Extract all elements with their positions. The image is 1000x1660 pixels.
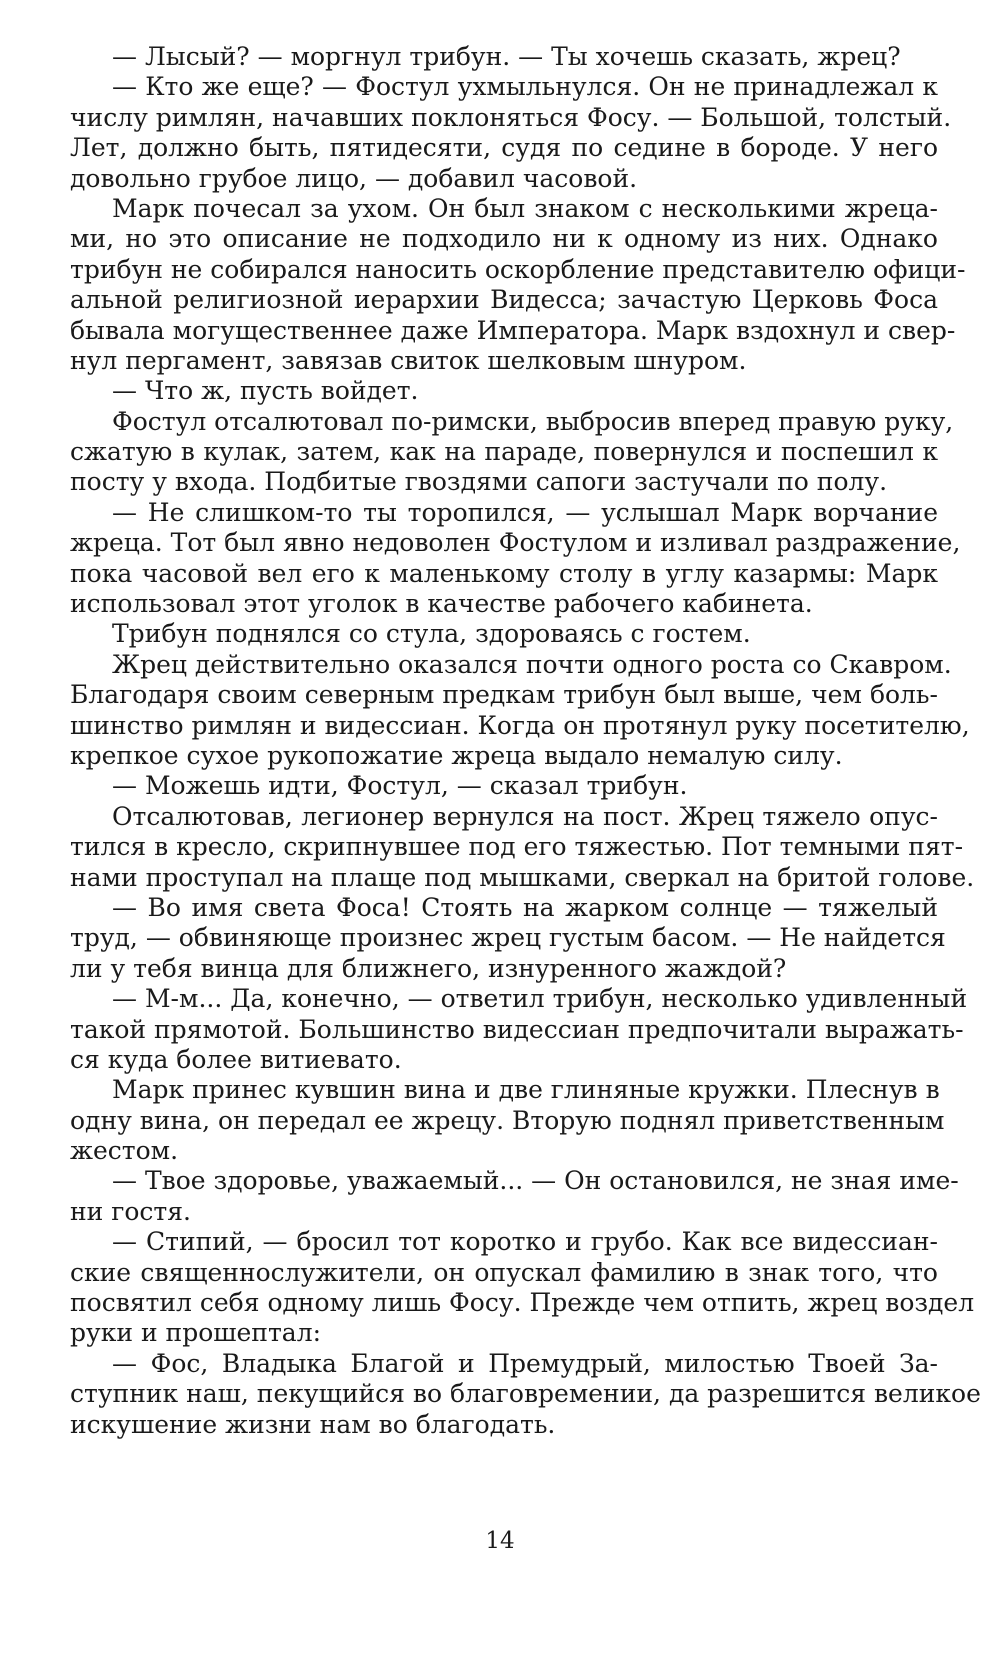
text-line: — Что ж, пусть войдет. <box>112 376 419 406</box>
paragraph <box>70 1075 945 1166</box>
text-line: ские священнослужители, он опускал фамилию в знак того, что <box>70 1257 938 1287</box>
text-line: жестом. <box>70 1136 179 1166</box>
text-line: Благодаря своим северным предкам трибун был выше, чем боль- <box>70 680 938 710</box>
text-line: посвятил себя одному лишь Фосу. Прежде чем отпить, жрец воздел <box>70 1288 975 1318</box>
text-line: руки и прошептал: <box>70 1318 322 1348</box>
text-line: искушение жизни нам во благодать. <box>70 1409 556 1439</box>
text-line: посту у входа. Подбитые гвоздями сапоги застучали по полу. <box>70 467 888 497</box>
paragraph <box>70 1348 981 1440</box>
paragraph <box>70 42 938 72</box>
text-line: — Во имя света Фоса! Стоять на жарком солнце — тяжелый <box>112 892 938 922</box>
text-line: бывала могущественнее даже Императора. Марк вздохнул и свер- <box>70 315 956 345</box>
text-line: довольно грубое лицо, — добавил часовой. <box>70 163 638 193</box>
text-line: трибун не собирался наносить оскорбление представителю офици- <box>70 254 966 284</box>
text-line: числу римлян, начавших поклоняться Фосу. — Большой, толстый. <box>70 102 952 132</box>
paragraph <box>70 72 952 194</box>
text-line: сжатую в кулак, затем, как на параде, повернулся и поспешил к <box>70 437 938 467</box>
text-line: Марк принес кувшин вина и две глиняные кружки. Плеснув в <box>112 1075 940 1105</box>
text-line: Фостул отсалютовал по-римски, выбросив вперед правую руку, <box>112 406 954 436</box>
text-line: — Стипий, — бросил тот коротко и грубо. Как все видессиан- <box>112 1227 938 1257</box>
paragraph <box>70 619 938 649</box>
paragraph <box>70 1166 959 1227</box>
text-line: Трибун поднялся со стула, здороваясь с гостем. <box>112 619 751 649</box>
text-line: ни гостя. <box>70 1196 191 1226</box>
paragraph <box>70 984 968 1075</box>
paragraph <box>70 376 938 406</box>
paragraph <box>70 801 975 893</box>
text-line: Отсалютовав, легионер вернулся на пост. Жрец тяжело опус- <box>112 801 938 831</box>
text-line: — Кто же еще? — Фостул ухмыльнулся. Он не принадлежал к <box>112 72 938 102</box>
paragraph <box>70 406 954 498</box>
text-line: нами проступал на плаще под мышками, сверкал на бритой голове. <box>70 862 975 892</box>
text-line: ся куда более витиевато. <box>70 1044 402 1074</box>
text-line: — Можешь идти, Фостул, — сказал трибун. <box>112 771 688 801</box>
text-line: — Твое здоровье, уважаемый... — Он остановился, не зная име- <box>112 1166 959 1196</box>
paragraph <box>70 193 966 376</box>
paragraph <box>70 892 946 984</box>
text-line: — Лысый? — моргнул трибун. — Ты хочешь сказать, жрец? <box>112 42 901 71</box>
text-line: Жрец действительно оказался почти одного роста со Скавром. <box>112 649 952 679</box>
text-line: шинство римлян и видессиан. Когда он протянул руку посетителю, <box>70 710 970 740</box>
text-line: тился в кресло, скрипнувшее под его тяжестью. Пот темными пят- <box>70 832 964 862</box>
text-line: использовал этот уголок в качестве рабочего кабинета. <box>70 589 813 619</box>
text-line: такой прямотой. Большинство видессиан предпочитали выражать- <box>70 1014 964 1044</box>
text-line: одну вина, он передал ее жрецу. Вторую поднял приветственным <box>70 1105 945 1135</box>
text-line: — М-м... Да, конечно, — ответил трибун, несколько удивленный <box>112 984 968 1014</box>
paragraph <box>70 771 938 801</box>
text-line: ми, но это описание не подходило ни к одному из них. Однако <box>70 224 938 254</box>
paragraph <box>70 649 970 772</box>
text-line: ли у тебя винца для ближнего, изнуренного жаждой? <box>70 953 787 983</box>
text-line: жреца. Тот был явно недоволен Фостулом и изливал раздражение, <box>70 528 961 558</box>
text-line: альной религиозной иерархии Видесса; зачастую Церковь Фоса <box>70 285 938 315</box>
page-body <box>70 42 981 1440</box>
page-number: 14 <box>485 1528 515 1554</box>
text-line: — Не слишком-то ты торопился, — услышал Марк ворчание <box>112 497 938 527</box>
text-line: ступник наш, пекущийся во благовремении, да разрешится великое <box>70 1379 981 1409</box>
text-line: Лет, должно быть, пятидесяти, судя по седине в бороде. У него <box>70 133 938 163</box>
text-line: крепкое сухое рукопожатие жреца выдало немалую силу. <box>70 740 843 770</box>
text-line: Марк почесал за ухом. Он был знаком с несколькими жреца- <box>112 193 938 223</box>
text-line: труд, — обвиняюще произнес жрец густым басом. — Не найдется <box>70 923 946 953</box>
paragraph <box>70 1227 975 1349</box>
text-line: нул пергамент, завязав свиток шелковым шнуром. <box>70 345 747 375</box>
text-line: пока часовой вел его к маленькому столу в углу казармы: Марк <box>70 558 938 588</box>
text-line: — Фос, Владыка Благой и Премудрый, милостью Твоей За- <box>112 1348 938 1378</box>
paragraph <box>70 497 961 620</box>
